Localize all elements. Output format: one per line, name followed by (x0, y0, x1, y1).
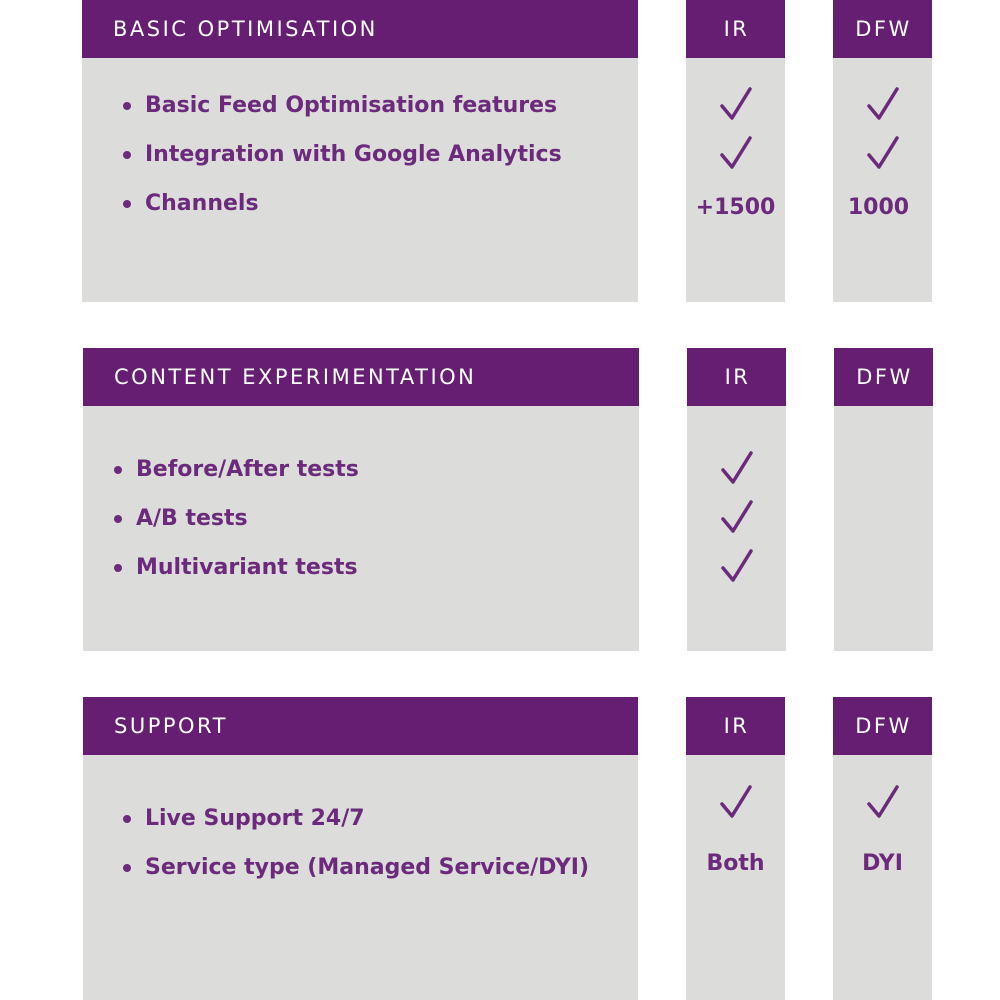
bullet-icon (114, 515, 122, 523)
check-icon (833, 79, 932, 128)
column-ir (686, 697, 785, 1000)
column-header-dfw: DFW (833, 0, 932, 58)
bullet-icon (123, 151, 131, 159)
service-type-value: DYI (862, 851, 903, 876)
feature-list (83, 794, 638, 892)
column-ir (687, 348, 786, 651)
channels-count: +1500 (695, 195, 776, 220)
column-header-ir: IR (686, 0, 785, 58)
feature-item: Basic Feed Optimisation features (145, 81, 638, 130)
feature-item: Integration with Google Analytics (145, 130, 638, 179)
bullet-icon (114, 466, 122, 474)
check-icon (686, 777, 785, 826)
check-icon (687, 492, 786, 541)
feature-item: A/B tests (136, 494, 639, 543)
bullet-icon (123, 102, 131, 110)
check-icon (833, 128, 932, 177)
section-title: SUPPORT (83, 697, 638, 755)
channels-count: 1000 (847, 195, 910, 220)
bullet-icon (123, 200, 131, 208)
section-title: BASIC OPTIMISATION (82, 0, 638, 58)
check-icon (687, 541, 786, 590)
section-title: CONTENT EXPERIMENTATION (83, 348, 639, 406)
column-ir (686, 0, 785, 302)
check-icon (687, 443, 786, 492)
feature-item: Before/After tests (136, 445, 639, 494)
column-dfw (834, 348, 933, 651)
check-icon (686, 128, 785, 177)
check-icon (686, 79, 785, 128)
column-header-dfw: DFW (833, 697, 932, 755)
section-content-experimentation (83, 348, 639, 651)
column-header-ir: IR (686, 697, 785, 755)
column-dfw (833, 697, 932, 1000)
service-type-value: Both (706, 851, 765, 876)
column-header-dfw: DFW (834, 348, 933, 406)
feature-item: Service type (Managed Service/DYI) (145, 843, 638, 892)
feature-list (83, 445, 639, 592)
bullet-icon (114, 564, 122, 572)
feature-list (82, 81, 638, 228)
column-header-ir: IR (687, 348, 786, 406)
section-support (83, 697, 638, 1000)
feature-item: Live Support 24/7 (145, 794, 638, 843)
column-dfw (833, 0, 932, 302)
bullet-icon (123, 815, 131, 823)
section-basic-optimisation (82, 0, 638, 302)
feature-item: Channels (145, 179, 638, 228)
bullet-icon (123, 864, 131, 872)
feature-item: Multivariant tests (136, 543, 639, 592)
check-icon (833, 777, 932, 826)
